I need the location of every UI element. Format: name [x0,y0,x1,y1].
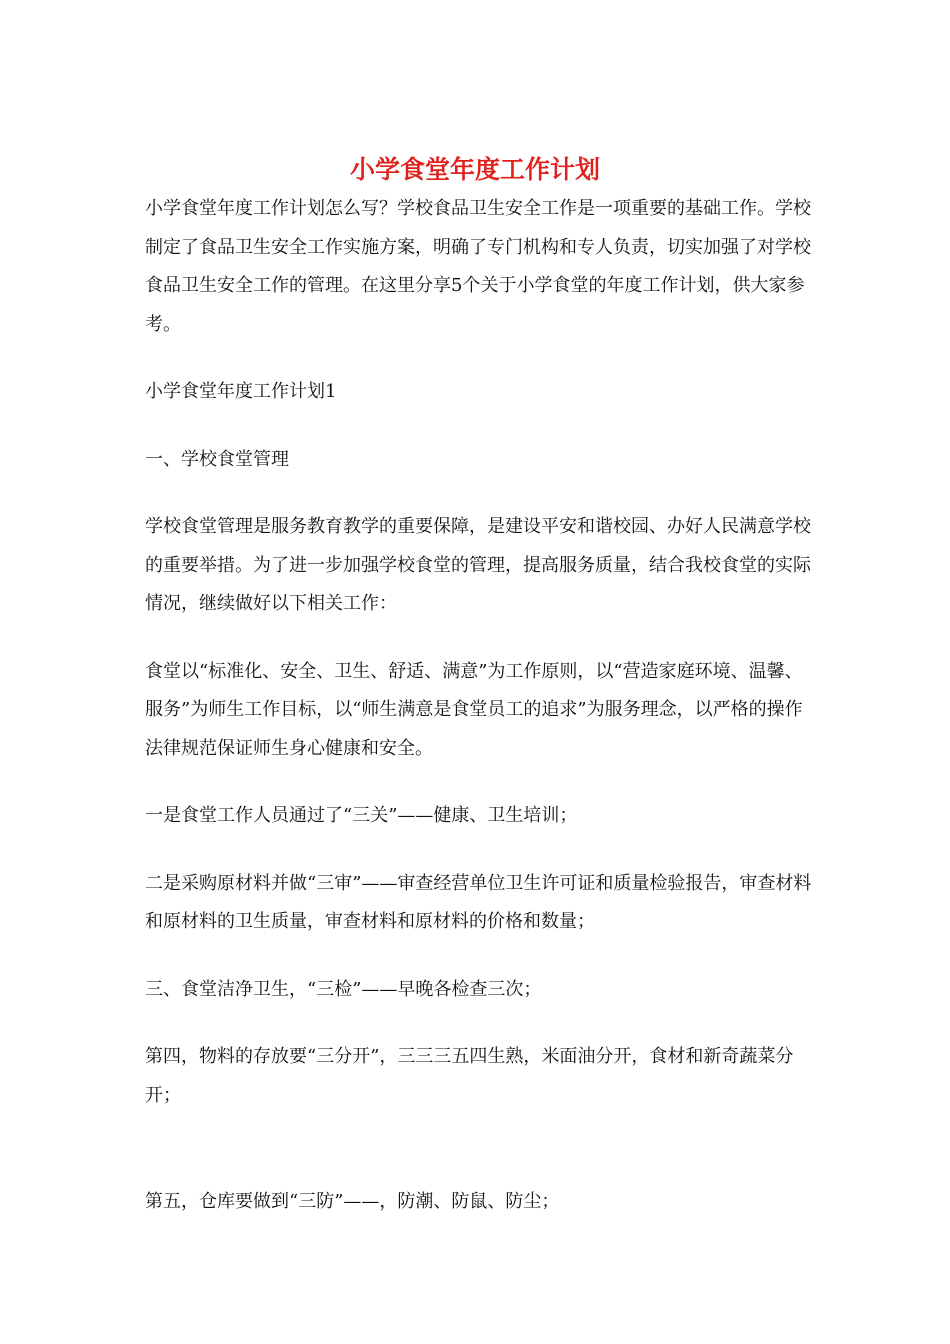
item-one-paragraph: 一是食堂工作人员通过了“三关”——健康、卫生培训； [145,805,578,826]
section-heading-plan-1: 小学食堂年度工作计划1 [145,381,337,402]
document-title: 小学食堂年度工作计划 [349,155,600,184]
management-paragraph: 学校食堂管理是服务教育教学的重要保障，是建设平安和谐校园、办好人民满意学校的重要举措。为了进一步加强学校食堂的管理，提高服务质量，结合我校食堂的实际情况，继续做好以下相关工作： [145,516,811,614]
intro-paragraph: 小学食堂年度工作计划怎么写？学校食品卫生安全工作是一项重要的基础工作。学校制定了食品卫生安全工作实施方案，明确了专门机构和专人负责，切实加强了对学校食品卫生安全工作的管理。在这里分享5个关于小学食堂的年度工作计划，供大家参考。 [145,198,811,335]
paragraph-gap [145,1009,815,1038]
paragraph-gap [145,479,815,508]
paragraph-gap [145,412,815,441]
paragraph-gap [145,942,815,971]
paragraph-gap [145,344,815,373]
item-two-paragraph: 二是采购原材料并做“三审”——审查经营单位卫生许可证和质量检验报告，审查材料和原材料的卫生质量，审查材料和原材料的价格和数量； [145,872,812,932]
section-heading-canteen-management: 一、学校食堂管理 [145,448,289,470]
item-three-paragraph: 三、食堂洁净卫生，“三检”——早晚各检查三次； [145,978,542,1000]
item-five-paragraph: 第五，仓库要做到“三防”——，防潮、防鼠、防尘； [145,1191,560,1212]
item-four-paragraph: 第四，物料的存放要“三分开”，三三三五四生熟，米面油分开，食材和新奇蔬菜分开； [145,1046,794,1106]
paragraph-gap [145,768,815,797]
document-body [145,190,815,1222]
paragraph-gap [145,1115,815,1183]
paragraph-gap [145,624,815,653]
principles-paragraph: 食堂以“标准化、安全、卫生、舒适、满意”为工作原则，以“营造家庭环境、温馨、服务”为师生工作目标，以“师生满意是食堂员工的追求”为服务理念，以严格的操作法律规范保证师生身心健康和安全。 [145,660,803,759]
paragraph-gap [145,836,815,865]
